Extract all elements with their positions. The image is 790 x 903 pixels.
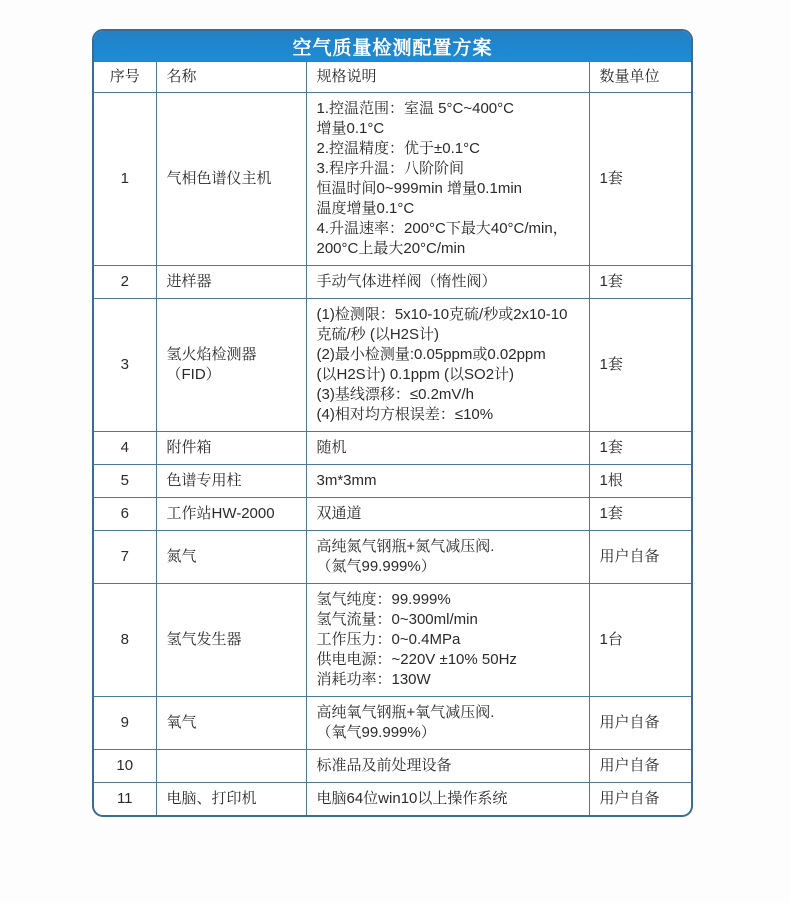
spec-table-body (94, 93, 691, 816)
table-row (94, 584, 691, 697)
row-number-cell: 11 (94, 783, 156, 816)
spec-line: 4.升温速率：200°C下最大40°C/min， (316, 220, 568, 237)
table-row (94, 266, 691, 299)
spec-line: 供电电源：~220V ±10% 50Hz (316, 651, 517, 668)
row-number-cell: 1 (94, 93, 156, 266)
row-number-cell: 10 (94, 750, 156, 783)
item-name-cell: 工作站HW-2000 (156, 498, 306, 531)
spec-line: 克硫/秒 (以H2S计) (316, 326, 440, 343)
spec-line: 增量0.1°C (316, 120, 385, 137)
spec-cell (306, 432, 589, 465)
spec-cell (306, 531, 589, 584)
row-number-cell: 4 (94, 432, 156, 465)
spec-cell (306, 750, 589, 783)
quantity-cell: 1套 (589, 498, 691, 531)
spec-line: 高纯氧气钢瓶+氧气减压阀. (316, 704, 495, 721)
spec-line: 手动气体进样阀（惰性阀） (316, 273, 497, 290)
quantity-cell: 用户自备 (589, 750, 691, 783)
spec-cell (306, 498, 589, 531)
spec-line: （氧气99.999%） (316, 724, 436, 741)
spec-line: 工作压力：0~0.4MPa (316, 631, 461, 648)
spec-cell (306, 584, 589, 697)
quantity-cell: 1台 (589, 584, 691, 697)
column-header-qty: 数量单位 (589, 62, 691, 93)
spec-line: (以H2S计) 0.1ppm (以SO2计) (316, 366, 515, 383)
item-name-cell (156, 750, 306, 783)
spec-line: (2)最小检测量:0.05ppm或0.02ppm (316, 346, 546, 363)
table-row (94, 697, 691, 750)
spec-line: 标准品及前处理设备 (316, 757, 452, 774)
spec-line: 3.程序升温：八阶阶间 (316, 160, 465, 177)
table-row (94, 93, 691, 266)
spec-line: 恒温时间0~999min 增量0.1min (316, 180, 522, 197)
quantity-cell: 1套 (589, 299, 691, 432)
spec-line: 电脑64位win10以上操作系统 (316, 790, 508, 807)
row-number-cell: 7 (94, 531, 156, 584)
quantity-cell: 1套 (589, 93, 691, 266)
column-header-no: 序号 (94, 62, 156, 93)
quantity-cell: 用户自备 (589, 783, 691, 816)
table-row (94, 465, 691, 498)
row-number-cell: 6 (94, 498, 156, 531)
item-name-cell: 氧气 (156, 697, 306, 750)
spec-cell (306, 783, 589, 816)
row-number-cell: 2 (94, 266, 156, 299)
spec-cell (306, 465, 589, 498)
item-name-cell: 进样器 (156, 266, 306, 299)
sheet-title: 空气质量检测配置方案 (292, 37, 493, 59)
quantity-cell: 1套 (589, 266, 691, 299)
spec-line: 2.控温精度：优于±0.1°C (316, 140, 480, 157)
item-name-cell: 氢气发生器 (156, 584, 306, 697)
spec-cell (306, 266, 589, 299)
spec-line: 双通道 (316, 505, 362, 522)
spec-table-head (94, 62, 691, 93)
spec-line: 随机 (316, 439, 347, 456)
table-row (94, 750, 691, 783)
item-name-cell: 色谱专用柱 (156, 465, 306, 498)
table-row (94, 299, 691, 432)
spec-line: 氢气纯度：99.999% (316, 591, 451, 608)
header-row (94, 62, 691, 93)
spec-line: 1.控温范围：室温 5°C~400°C (316, 100, 514, 117)
spec-line: (4)相对均方根误差：≤10% (316, 406, 494, 423)
spec-line: (3)基线漂移：≤0.2mV/h (316, 386, 474, 403)
spec-line: 消耗功率：130W (316, 671, 431, 688)
quantity-cell: 1套 (589, 432, 691, 465)
item-name-cell: 氮气 (156, 531, 306, 584)
spec-cell (306, 93, 589, 266)
row-number-cell: 5 (94, 465, 156, 498)
spec-table (94, 61, 691, 815)
table-row (94, 432, 691, 465)
table-row (94, 498, 691, 531)
row-number-cell: 3 (94, 299, 156, 432)
item-name-cell: 氢火焰检测器（FID） (156, 299, 306, 432)
table-row (94, 531, 691, 584)
spec-line: 3m*3mm (316, 472, 377, 489)
item-name-cell: 气相色谱仪主机 (156, 93, 306, 266)
spec-line: 氢气流量：0~300ml/min (316, 611, 478, 628)
spec-cell (306, 697, 589, 750)
item-name-cell: 附件箱 (156, 432, 306, 465)
column-header-name: 名称 (156, 62, 306, 93)
row-number-cell: 9 (94, 697, 156, 750)
row-number-cell: 8 (94, 584, 156, 697)
spec-sheet-panel (92, 29, 693, 817)
item-name-cell: 电脑、打印机 (156, 783, 306, 816)
spec-line: (1)检测限：5x10-10克硫/秒或2x10-10 (316, 306, 568, 323)
spec-cell (306, 299, 589, 432)
sheet-title-bar (94, 31, 691, 61)
quantity-cell: 用户自备 (589, 531, 691, 584)
quantity-cell: 用户自备 (589, 697, 691, 750)
spec-line: 高纯氮气钢瓶+氮气减压阀. (316, 538, 495, 555)
spec-line: 200°C上最大20°C/min (316, 240, 466, 257)
spec-line: 温度增量0.1°C (316, 200, 415, 217)
quantity-cell: 1根 (589, 465, 691, 498)
table-row (94, 783, 691, 816)
column-header-spec: 规格说明 (306, 62, 589, 93)
spec-line: （氮气99.999%） (316, 558, 436, 575)
